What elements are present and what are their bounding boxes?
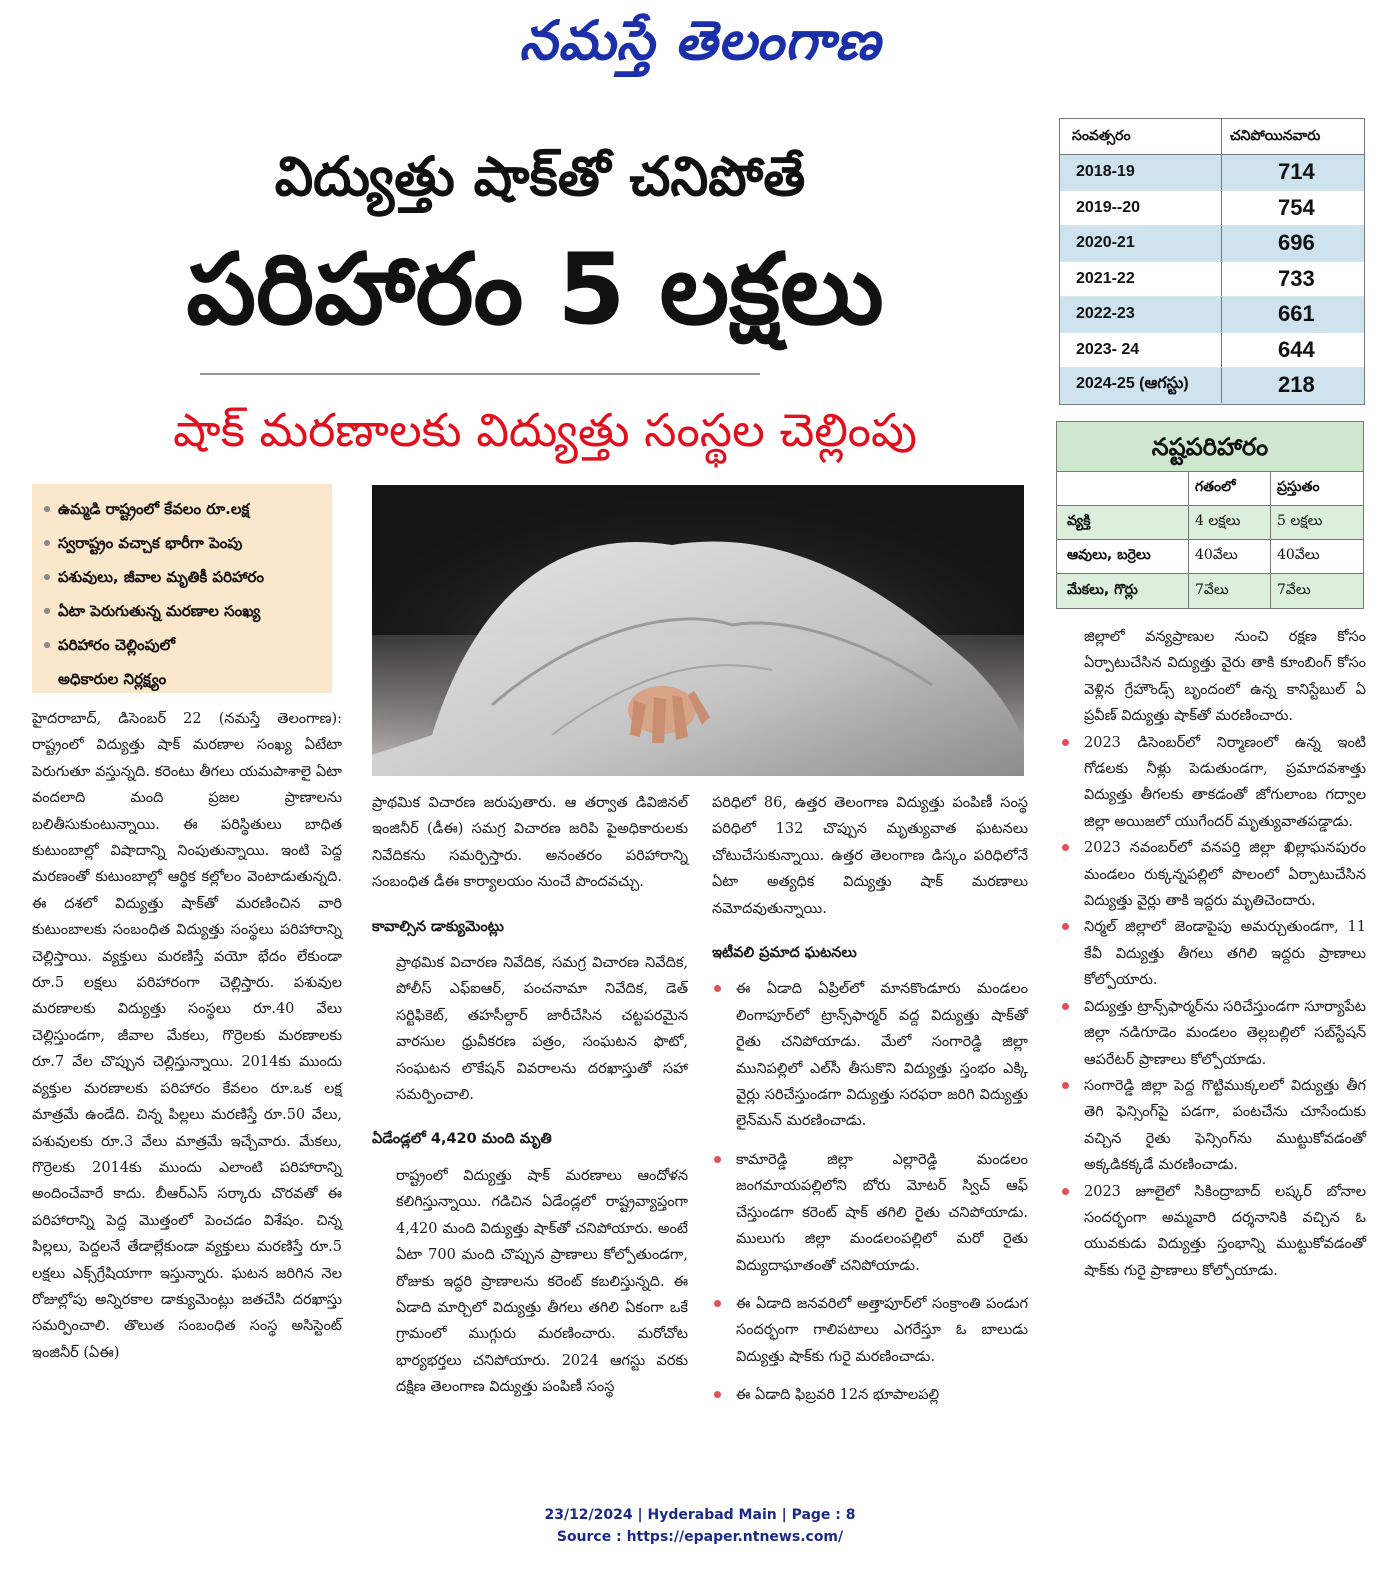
row-past: 7వేలు [1189,574,1271,608]
table-row [1060,226,1364,262]
bullet-icon [44,608,50,614]
table-row [1060,191,1364,227]
headline-line-2: పరిహారం 5 లక్షలు [186,233,884,347]
row-label: ఆవులు, బర్రెలు [1057,540,1189,573]
table-row [1057,574,1363,608]
row-past: 40వేలు [1189,540,1271,573]
table-row [1060,333,1364,369]
header-year: సంవత్సరం [1060,119,1222,154]
table-row [1060,368,1364,404]
incident-item: 2023 నవంబర్‌లో వనపర్తి జిల్లా ఖిల్లాఘనపురం మండలం రుక్కన్నపల్లిలో పొలంలో ఏర్పాటుచేసిన విద్యుత్తు వైర్లు తాకి ఇద్దరు మృతిచెందారు. [1060,835,1366,914]
row-label: వ్యక్తి [1057,506,1189,539]
row-deaths: 754 [1278,194,1315,220]
subheading-incidents: ఇటీవలి ప్రమాద ఘటనలు [712,945,857,962]
table-row [1060,262,1364,298]
row-year: 2018-19 [1060,155,1222,190]
article-paragraph: రాష్ట్రంలో విద్యుత్తు షాక్ మరణాలు ఆందోళన కలిగిస్తున్నాయి. గడిచిన ఏడేండ్లలో రాష్ట్రవ్యాప్తంగా 4,420 మంది విద్యుత్తు షాక్‌తో చనిపోయారు. అంటే ఏటా 700 మంది చొప్పున ప్రాణాలు కోల్పోతుండగా, రోజుకు ఇద్దరి ప్రాణాలను కరెంట్ కబలిస్తున్నది. ఈ ఏడాది మార్చిలో విద్యుత్తు తీగలు తగిలి ఏకంగా ఒకే గ్రామంలో ముగ్గురు మరణించారు. మరోచోట భార్యభర్తలు చనిపోయారు. 2024 ఆగస్టు వరకు దక్షిణ తెలంగాణ విద్యుత్తు పంపిణీ సంస్థ [396,1167,688,1396]
headline-divider [200,373,760,375]
row-present: 5 లక్షలు [1277,513,1323,529]
masthead-logo: నమస్తే తెలంగాణ [519,9,881,72]
table-row [1060,155,1364,191]
article-paragraph: జిల్లాలో వన్యప్రాణుల నుంచి రక్షణ కోసం ఏర్పాటుచేసిన విద్యుత్తు వైరు తాకి కూంబింగ్ కోసం వెళ్లిన గ్రేహౌండ్స్ బృందంలో ఉన్న కానిస్టేబుల్ ఏ ప్రవీణ్ విద్యుత్తు షాక్‌తో మరణించారు. [1084,629,1366,725]
highlight-item: ఏటా పెరుగుతున్న మరణాల సంఖ్య [42,594,326,628]
table-row [1060,297,1364,333]
row-deaths: 644 [1278,336,1315,362]
row-year: 2022-23 [1060,297,1222,332]
incident-item: 2023 డిసెంబర్‌లో నిర్మాణంలో ఉన్న ఇంటి గోడలకు నీళ్లు పెడుతుండగా, ప్రమాదవశాత్తు విద్యుత్తు తీగలకు తాకడంతో జోగులాంబ గద్వాల జిల్లా అయిజలో యుగేందర్ మృత్యువాతపడ్డాడు. [1060,730,1366,836]
bullet-icon [44,506,50,512]
article-paragraph: ప్రాథమిక విచారణ నివేదిక, సమగ్ర విచారణ నివేదిక, పోలీస్ ఎఫ్‌ఐఆర్, పంచనామా నివేదిక, డెత్ సర్టిఫికెట్, తహసీల్దార్ జారీచేసిన చట్టపరమైన వారసుల ధ్రువీకరణ పత్రం, సంఘటన ఫొటో, సంఘటన లొకేషన్ వివరాలను దరఖాస్తుతో సహా సమర్పించాలి. [396,955,688,1104]
footer-date-edition: 23/12/2024 | Hyderabad Main | Page : 8 [544,1507,856,1523]
row-year: 2019--20 [1060,191,1222,226]
news-photo [372,485,1024,776]
incident-item: నిర్మల్ జిల్లాలో జెండాపైపు అమర్చుతుండగా, 11 కేవీ విద్యుత్తు తీగలు తగిలి ఇద్దరు ప్రాణాలు కోల్పోయారు. [1060,914,1366,993]
incident-item: ఈ ఏడాది ఏప్రిల్‌లో మానకొండూరు మండలం లింగాపూర్‌లో ట్రాన్స్‌ఫార్మర్ వద్ద విద్యుత్తు షాక్‌తో రైతు చనిపోయాడు. మేలో సంగారెడ్డి జిల్లా మునిపల్లిలో ఎల్‌సీ తీసుకొని విద్యుత్తు స్తంభం ఎక్కి వైర్లు సరిచేస్తుండగా విద్యుత్తు సరఫరా జరిగి విద్యుత్తు లైన్‌మన్ మరణించాడు. [712,976,1028,1134]
row-year: 2020-21 [1060,226,1222,261]
article-column-4 [1060,624,1366,1284]
header-present: ప్రస్తుతం [1277,479,1320,495]
header-blank [1057,472,1189,505]
row-year: 2024-25 (ఆగస్టు) [1060,368,1222,403]
row-deaths: 733 [1278,265,1315,291]
subheading-documents: కావాల్సిన డాక్యుమెంట్లు [372,918,504,935]
compensation-title: నష్టపరిహారం [1057,422,1363,472]
subheading-deaths: ఏడేండ్లలో 4,420 మంది మృతి [372,1131,552,1148]
row-year: 2023- 24 [1060,333,1222,368]
deaths-table [1059,118,1365,405]
table-row [1057,506,1363,540]
incident-item: కామారెడ్డి జిల్లా ఎల్లారెడ్డి మండలం జంగమాయపల్లిలోని బోరు మోటర్ స్విచ్ ఆఫ్ చేస్తుండగా కరెంట్ షాక్ తగిలి రైతు చనిపోయాడు. ములుగు జిల్లా మండలంపల్లిలో మరో రైతు విద్యుదాఘాతంతో చనిపోయాడు. [712,1147,1028,1279]
highlight-item: స్వరాష్ట్రం వచ్చాక భారీగా పెంపు [42,526,326,560]
row-deaths: 218 [1278,372,1315,398]
article-column-3 [712,790,1028,1409]
bullet-icon [44,574,50,580]
header-deaths: చనిపోయినవారు [1230,126,1321,143]
bullet-icon [44,540,50,546]
incident-item: ఈ ఏడాది ఫిబ్రవరి 12న భూపాలపల్లి [712,1382,1028,1408]
article-paragraph: ప్రాథమిక విచారణ జరుపుతారు. ఆ తర్వాత డివిజినల్ ఇంజినీర్ (డీఈ) సమగ్ర విచారణ జరిపి పైఅధికారులకు నివేదికను సమర్పిస్తారు. అనంతరం పరిహారాన్ని సంబంధిత డీఈ కార్యాలయం నుంచే పొందవచ్చు. [372,795,688,891]
covered-body-illustration [372,485,1024,776]
bullet-icon [44,642,50,648]
subheadline: షాక్ మరణాలకు విద్యుత్తు సంస్థల చెల్లింపు [173,403,917,457]
article-paragraph: పరిధిలో 86, ఉత్తర తెలంగాణ విద్యుత్తు పంపిణీ సంస్థ పరిధిలో 132 చొప్పున మృత్యువాత ఘటనలు చోటుచేసుకున్నాయి. ఉత్తర తెలంగాణ డిస్కం పరిధిలోనే ఏటా అత్యధిక విద్యుత్తు షాక్ మరణాలు నమోదవుతున్నాయి. [712,795,1028,917]
row-label: మేకలు, గొర్లు [1057,574,1189,608]
article-column-2 [372,790,688,1401]
row-present: 40వేలు [1277,547,1320,563]
headline-line-1: విద్యుత్తు షాక్‌తో చనిపోతే [274,145,806,208]
article-column-1 [32,706,342,1366]
row-deaths: 714 [1278,159,1315,185]
highlight-item: పశువులు, జీవాల మృతికీ పరిహారం [42,560,326,594]
incident-item: 2023 జూలైలో సికింద్రాబాద్ లష్కర్ బోనాల సందర్భంగా అమ్మవారి దర్శనానికి వచ్చిన ఓ యువకుడు విద్యుత్తు స్తంభాన్ని ముట్టుకోవడంతో షాక్‌కు గురై ప్రాణాలు కోల్పోయాడు. [1060,1179,1366,1285]
header-past: గతంలో [1189,472,1271,505]
compensation-table [1056,421,1364,609]
highlight-item: పరిహారం చెల్లింపులో [42,628,326,662]
row-deaths: 696 [1278,230,1315,256]
article-paragraph: హైదరాబాద్, డిసెంబర్ 22 (నమస్తే తెలంగాణ): రాష్ట్రంలో విద్యుత్తు షాక్ మరణాల సంఖ్య ఏటేటా పెరుగుతూ వస్తున్నది. కరెంటు తీగలు యమపాశాలై ఏటా వందలాది మంది ప్రజల ప్రాణాలను బలితీసుకుంటున్నాయి. ఈ పరిస్థితులు బాధిత కుటుంబాల్లో విషాదాన్ని నింపుతున్నాయి. ఇంటి పెద్ద మరణంతో కుటుంబాల్లో ఆర్థిక కల్లోలం వెంటాడుతున్నది. ఈ దశలో విద్యుత్తు షాక్‌తో మరణించిన వారి కుటుంబాలకు సంబంధిత విద్యుత్తు సంస్థలు పరిహారాన్ని చెల్లిస్తాయి. వ్యక్తులు మరణిస్తే వయో భేదం లేకుండా రూ.5 లక్షలు పరిహారంగా చెల్లిస్తారు. పశువుల మరణాలకు విద్యుత్తు సంస్థలు రూ.40 వేలు చెల్లిస్తుండగా, జీవాల మేకలు, గొర్రెలకు మరణాలకు రూ.7 వేల చొప్పున చెల్లిస్తున్నాయి. 2014కు ముందు వ్యక్తుల మరణాలకు పరిహారం కేవలం రూ.ఒక లక్ష మాత్రమే ఉండేది. చిన్న పిల్లలు మరణిస్తే రూ.50 వేలు, పశువులకు రూ.3 వేలు మాత్రమే ఇచ్చేవారు. మేకలు, గొర్రెలకు 2014కు ముందు ఎలాంటి పరిహారాన్ని అందించేవారే కాదు. బీఆర్‌ఎస్ సర్కారు చొరవతో ఈ పరిహారాన్ని పెద్ద మొత్తంలో పెంచడం విశేషం. చిన్న పిల్లలు, పెద్దలనే తేడాల్లేకుండా వ్యక్తులు మరణిస్తే రూ.5 లక్షలు ఎక్స్‌గ్రేషియాగా ఇస్తున్నారు. ఘటన జరిగిన నెల రోజుల్లోపు అన్నిరకాల డాక్యుమెంట్లు జతచేసి దరఖాస్తు సమర్పించాలి. తొలుత సంబంధిత సంస్థ అసిస్టెంట్ ఇంజినీర్ (ఏఈ) [32,711,342,1361]
row-deaths: 661 [1278,301,1315,327]
incident-item: సంగారెడ్డి జిల్లా పెద్ద గొట్టిముక్కలలో విద్యుత్తు తీగ తెగి ఫెన్సింగ్‌పై పడగా, పంటచేను చూసేందుకు వచ్చిన రైతు ఫెన్సింగ్‌ను ముట్టుకోవడంతో అక్కడికక్కడే మరణించాడు. [1060,1073,1366,1179]
footer-source-link[interactable]: Source : https://epaper.ntnews.com/ [556,1529,844,1545]
deaths-table-header [1060,119,1364,155]
incident-item: ఈ ఏడాది జనవరిలో అత్తాపూర్‌లో సంక్రాంతి పండుగ సందర్భంగా గాలిపటాలు ఎగరేస్తూ ఓ బాలుడు విద్యుత్తు షాక్‌కు గురై మరణించాడు. [712,1291,1028,1370]
incident-item: విద్యుత్తు ట్రాన్స్‌ఫార్మర్‌ను సరిచేస్తుండగా సూర్యాపేట జిల్లా నడిగూడెం మండలం తెల్లబల్లిలో సబ్‌స్టేషన్ ఆపరేటర్ ప్రాణాలు కోల్పోయాడు. [1060,994,1366,1073]
highlights-box [32,484,332,693]
row-past: 4 లక్షలు [1189,506,1271,539]
highlight-item-continued: అధికారుల నిర్లక్ష్యం [58,670,167,688]
table-row [1057,540,1363,574]
compensation-header-row [1057,472,1363,506]
highlight-item: ఉమ్మడి రాష్ట్రంలో కేవలం రూ.లక్ష [42,492,326,526]
row-present: 7వేలు [1277,581,1311,598]
row-year: 2021-22 [1060,262,1222,297]
